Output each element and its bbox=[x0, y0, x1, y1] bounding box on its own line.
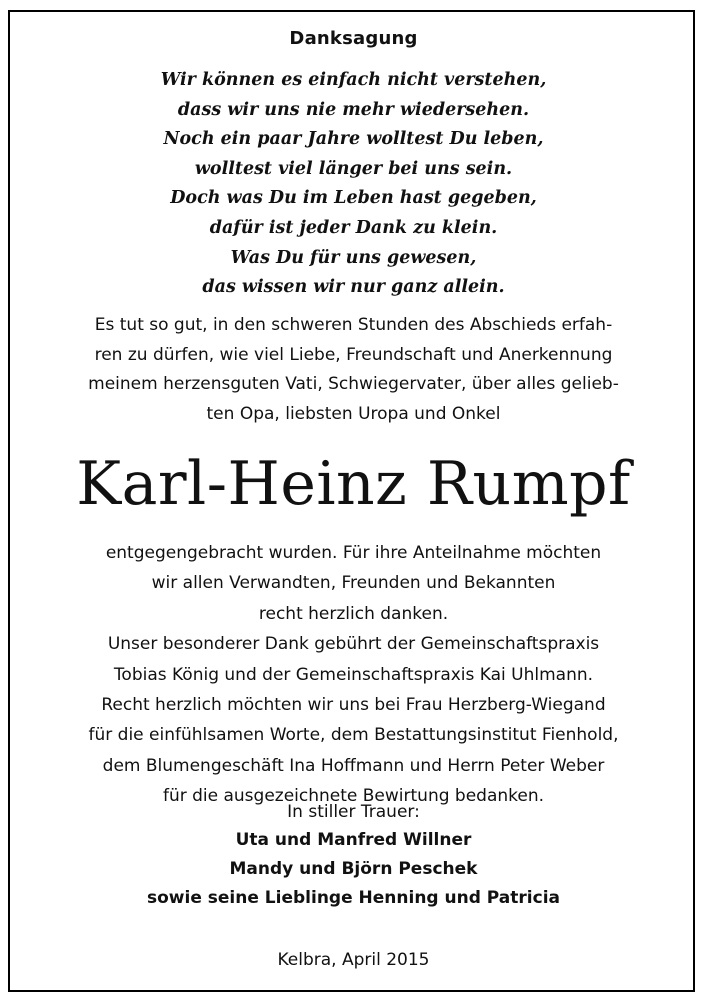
intro-line: ren zu dürfen, wie viel Liebe, Freundschaft und Anerkennung bbox=[94, 344, 613, 365]
poem-line: Wir können es einfach nicht verstehen, bbox=[160, 70, 547, 90]
family-signatures bbox=[0, 826, 707, 913]
family-line: Uta und Manfred Willner bbox=[235, 830, 472, 850]
thanks-line: Unser besonderer Dank gebührt der Gemeinschaftspraxis bbox=[107, 634, 600, 655]
poem-line: das wissen wir nur ganz allein. bbox=[202, 277, 505, 298]
poem-line: Was Du für uns gewesen, bbox=[230, 247, 477, 268]
thanks-line: entgegengebracht wurden. Für ihre Anteilnahme möchten bbox=[105, 543, 602, 563]
thanks-line: wir allen Verwandten, Freunden und Bekannten bbox=[151, 573, 556, 594]
thanks-line: Tobias König und der Gemeinschaftspraxis Kai Uhlmann. bbox=[113, 664, 594, 685]
intro-line: meinem herzensguten Vati, Schwiegervater, über alles gelieb- bbox=[88, 374, 619, 394]
poem-line: Noch ein paar Jahre wolltest Du leben, bbox=[163, 129, 544, 150]
thanks-line: dem Blumengeschäft Ina Hoffmann und Herrn Peter Weber bbox=[102, 755, 605, 776]
thanks-paragraph bbox=[0, 538, 707, 812]
family-line: Mandy und Björn Peschek bbox=[229, 859, 478, 879]
deceased-name: Karl-Heinz Rumpf bbox=[76, 449, 631, 519]
poem-line: wolltest viel länger bei uns sein. bbox=[194, 158, 513, 179]
intro-line: ten Opa, liebsten Uropa und Onkel bbox=[206, 403, 501, 424]
thanks-line: recht herzlich danken. bbox=[258, 603, 449, 624]
thanks-line: für die ausgezeichnete Bewirtung bedanken. bbox=[162, 786, 545, 807]
family-line: sowie seine Lieblinge Henning und Patricia bbox=[147, 888, 560, 908]
thanks-line: für die einfühlsamen Worte, dem Bestattungsinstitut Fienhold, bbox=[88, 725, 619, 746]
thanks-line: Recht herzlich möchten wir uns bei Frau Herzberg-Wiegand bbox=[101, 695, 606, 716]
place-date: Kelbra, April 2015 bbox=[277, 950, 430, 970]
notice-heading: Danksagung bbox=[289, 28, 418, 49]
mourning-intro: In stiller Trauer: bbox=[287, 802, 420, 822]
poem-line: dass wir uns nie mehr wiedersehen. bbox=[177, 99, 530, 120]
intro-paragraph bbox=[0, 311, 707, 429]
poem-line: Doch was Du im Leben hast gegeben, bbox=[170, 188, 537, 209]
poem-line: dafür ist jeder Dank zu klein. bbox=[209, 217, 498, 238]
poem bbox=[0, 66, 707, 303]
intro-line: Es tut so gut, in den schweren Stunden des Abschieds erfah- bbox=[94, 315, 613, 335]
